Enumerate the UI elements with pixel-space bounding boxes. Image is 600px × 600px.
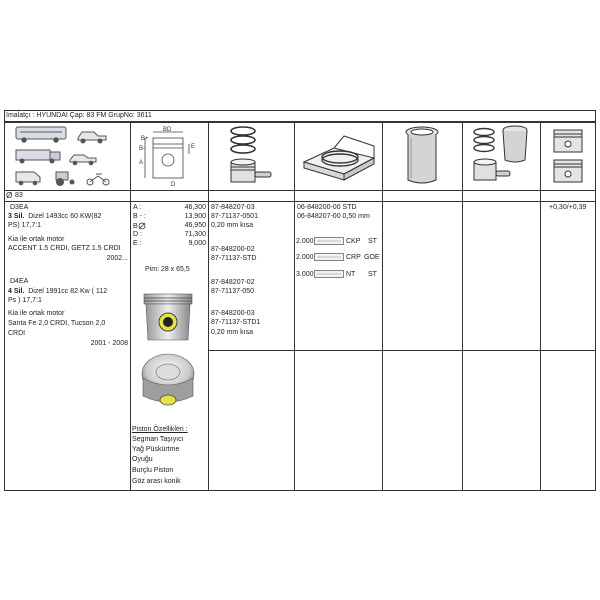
dim-label: E : xyxy=(133,240,142,247)
engine-desc: Kia ile ortak motor xyxy=(8,236,65,243)
engine-desc: Dizel 1991cc 82 Kw ( 112 xyxy=(28,288,108,295)
ring-profile-icon xyxy=(314,253,344,261)
svg-text:D: D xyxy=(171,182,176,188)
dim-value: 46,950 xyxy=(184,222,206,229)
cylinder-liner-icon xyxy=(400,124,444,188)
part-code: 87-848207-02 xyxy=(211,279,255,286)
part-code: 87-71137-STD1 xyxy=(211,319,261,326)
svg-text:A: A xyxy=(139,160,144,166)
part-note: 0,20 mm kısa xyxy=(211,329,254,336)
engine-cylinders: 4 Sil. xyxy=(8,288,25,295)
dim-value: 71,300 xyxy=(184,231,206,238)
divider xyxy=(462,122,463,491)
divider xyxy=(208,122,209,491)
divider xyxy=(208,350,596,351)
engine-desc: PS) 17,7:1 xyxy=(8,222,42,229)
dim-value: 13,900 xyxy=(184,213,206,220)
feature-item: Segman Taşıyıcı xyxy=(132,436,184,443)
divider xyxy=(4,122,596,123)
ring-profile-icon xyxy=(314,270,344,278)
engine-desc: Ps ) 17,7:1 xyxy=(8,297,42,304)
part-code: 87-848207-03 xyxy=(211,204,255,211)
divider xyxy=(540,122,541,491)
divider xyxy=(294,122,295,491)
diameter-icon xyxy=(138,222,146,230)
engine-code: D4EA xyxy=(10,278,29,285)
part-note: 0,20 mm kısa xyxy=(211,222,254,229)
oversize-value: +0,30/+0,39 xyxy=(549,204,587,211)
vehicle-types-icon xyxy=(12,124,126,188)
dim-label: A : xyxy=(133,204,142,211)
piston-ring-set-icon xyxy=(300,126,378,186)
ring-code: NT xyxy=(346,271,356,278)
ring-code: 06-848207-00 0,50 mm xyxy=(297,213,370,220)
piston-icon xyxy=(225,124,285,188)
ring-size: 2.000 xyxy=(296,254,314,261)
ring-size: 2.000 xyxy=(296,238,314,245)
part-code: 87-848200-03 xyxy=(211,310,255,317)
engine-code: D3EA xyxy=(10,204,29,211)
divider xyxy=(4,190,596,191)
ring-type: ST xyxy=(368,271,377,278)
part-code: 87-71137-STD xyxy=(211,255,257,262)
dim-label: B xyxy=(133,222,138,230)
ring-code: 06-848200-00 STD xyxy=(297,204,357,211)
engine-desc: Kia ile ortak motor xyxy=(8,310,65,317)
features-title: Piston Özellikleri : xyxy=(132,426,188,433)
part-code: 87-71137-050 xyxy=(211,288,255,295)
svg-text:E: E xyxy=(191,144,196,150)
pin-size: Pim: 28 x 65,5 xyxy=(145,266,190,273)
piston-dimension-diagram-icon xyxy=(133,124,205,188)
piston-kit-icon xyxy=(470,124,536,188)
part-code: 87-848200-02 xyxy=(211,246,255,253)
piston-side-photo xyxy=(140,290,196,346)
dim-value: 9,000 xyxy=(188,240,206,247)
diameter-value: 83 xyxy=(15,192,23,199)
table-header: İmalatçı : HYUNDAI Çap: 83 FM GrupNo: 3611 xyxy=(4,110,596,122)
feature-item: Oyuğu xyxy=(132,456,153,463)
part-code: 87-71137-0501 xyxy=(211,213,258,220)
ring-size: 3.000 xyxy=(296,271,314,278)
feature-item: Yağ Püskürtme xyxy=(132,446,180,453)
divider xyxy=(4,201,596,202)
feature-item: Göz arası konik xyxy=(132,478,181,485)
ring-type: GOE xyxy=(364,254,380,261)
dim-label: D : xyxy=(133,231,142,238)
ring-profile-icon xyxy=(314,237,344,245)
diameter-symbol: Ø xyxy=(6,191,13,200)
svg-text:B+: B+ xyxy=(141,136,149,142)
engine-years: 2002... xyxy=(106,255,128,262)
piston-pin-icon xyxy=(546,124,592,188)
divider xyxy=(130,122,131,491)
engine-models: Santa Fe 2,0 CRDI, Tucson 2,0 xyxy=(8,320,106,327)
ring-code: CRP xyxy=(346,254,361,261)
dim-value: 46,300 xyxy=(184,204,206,211)
divider xyxy=(382,122,383,491)
svg-text:BD: BD xyxy=(163,127,172,133)
svg-text:B-: B- xyxy=(139,146,145,152)
dim-label: B - : xyxy=(133,213,146,220)
engine-desc: CRDI xyxy=(8,330,26,337)
engine-desc: Dizel 1493cc 60 KW(82 xyxy=(28,213,102,220)
ring-code: CKP xyxy=(346,238,361,245)
engine-models: ACCENT 1.5 CRDI, GETZ 1.5 CRDI xyxy=(8,245,121,252)
piston-top-photo xyxy=(140,352,196,412)
feature-item: Burçlu Piston xyxy=(132,467,174,474)
ring-type: ST xyxy=(368,238,377,245)
engine-years: 2001 - 2008 xyxy=(90,340,128,347)
engine-cylinders: 3 Sil. xyxy=(8,213,25,220)
